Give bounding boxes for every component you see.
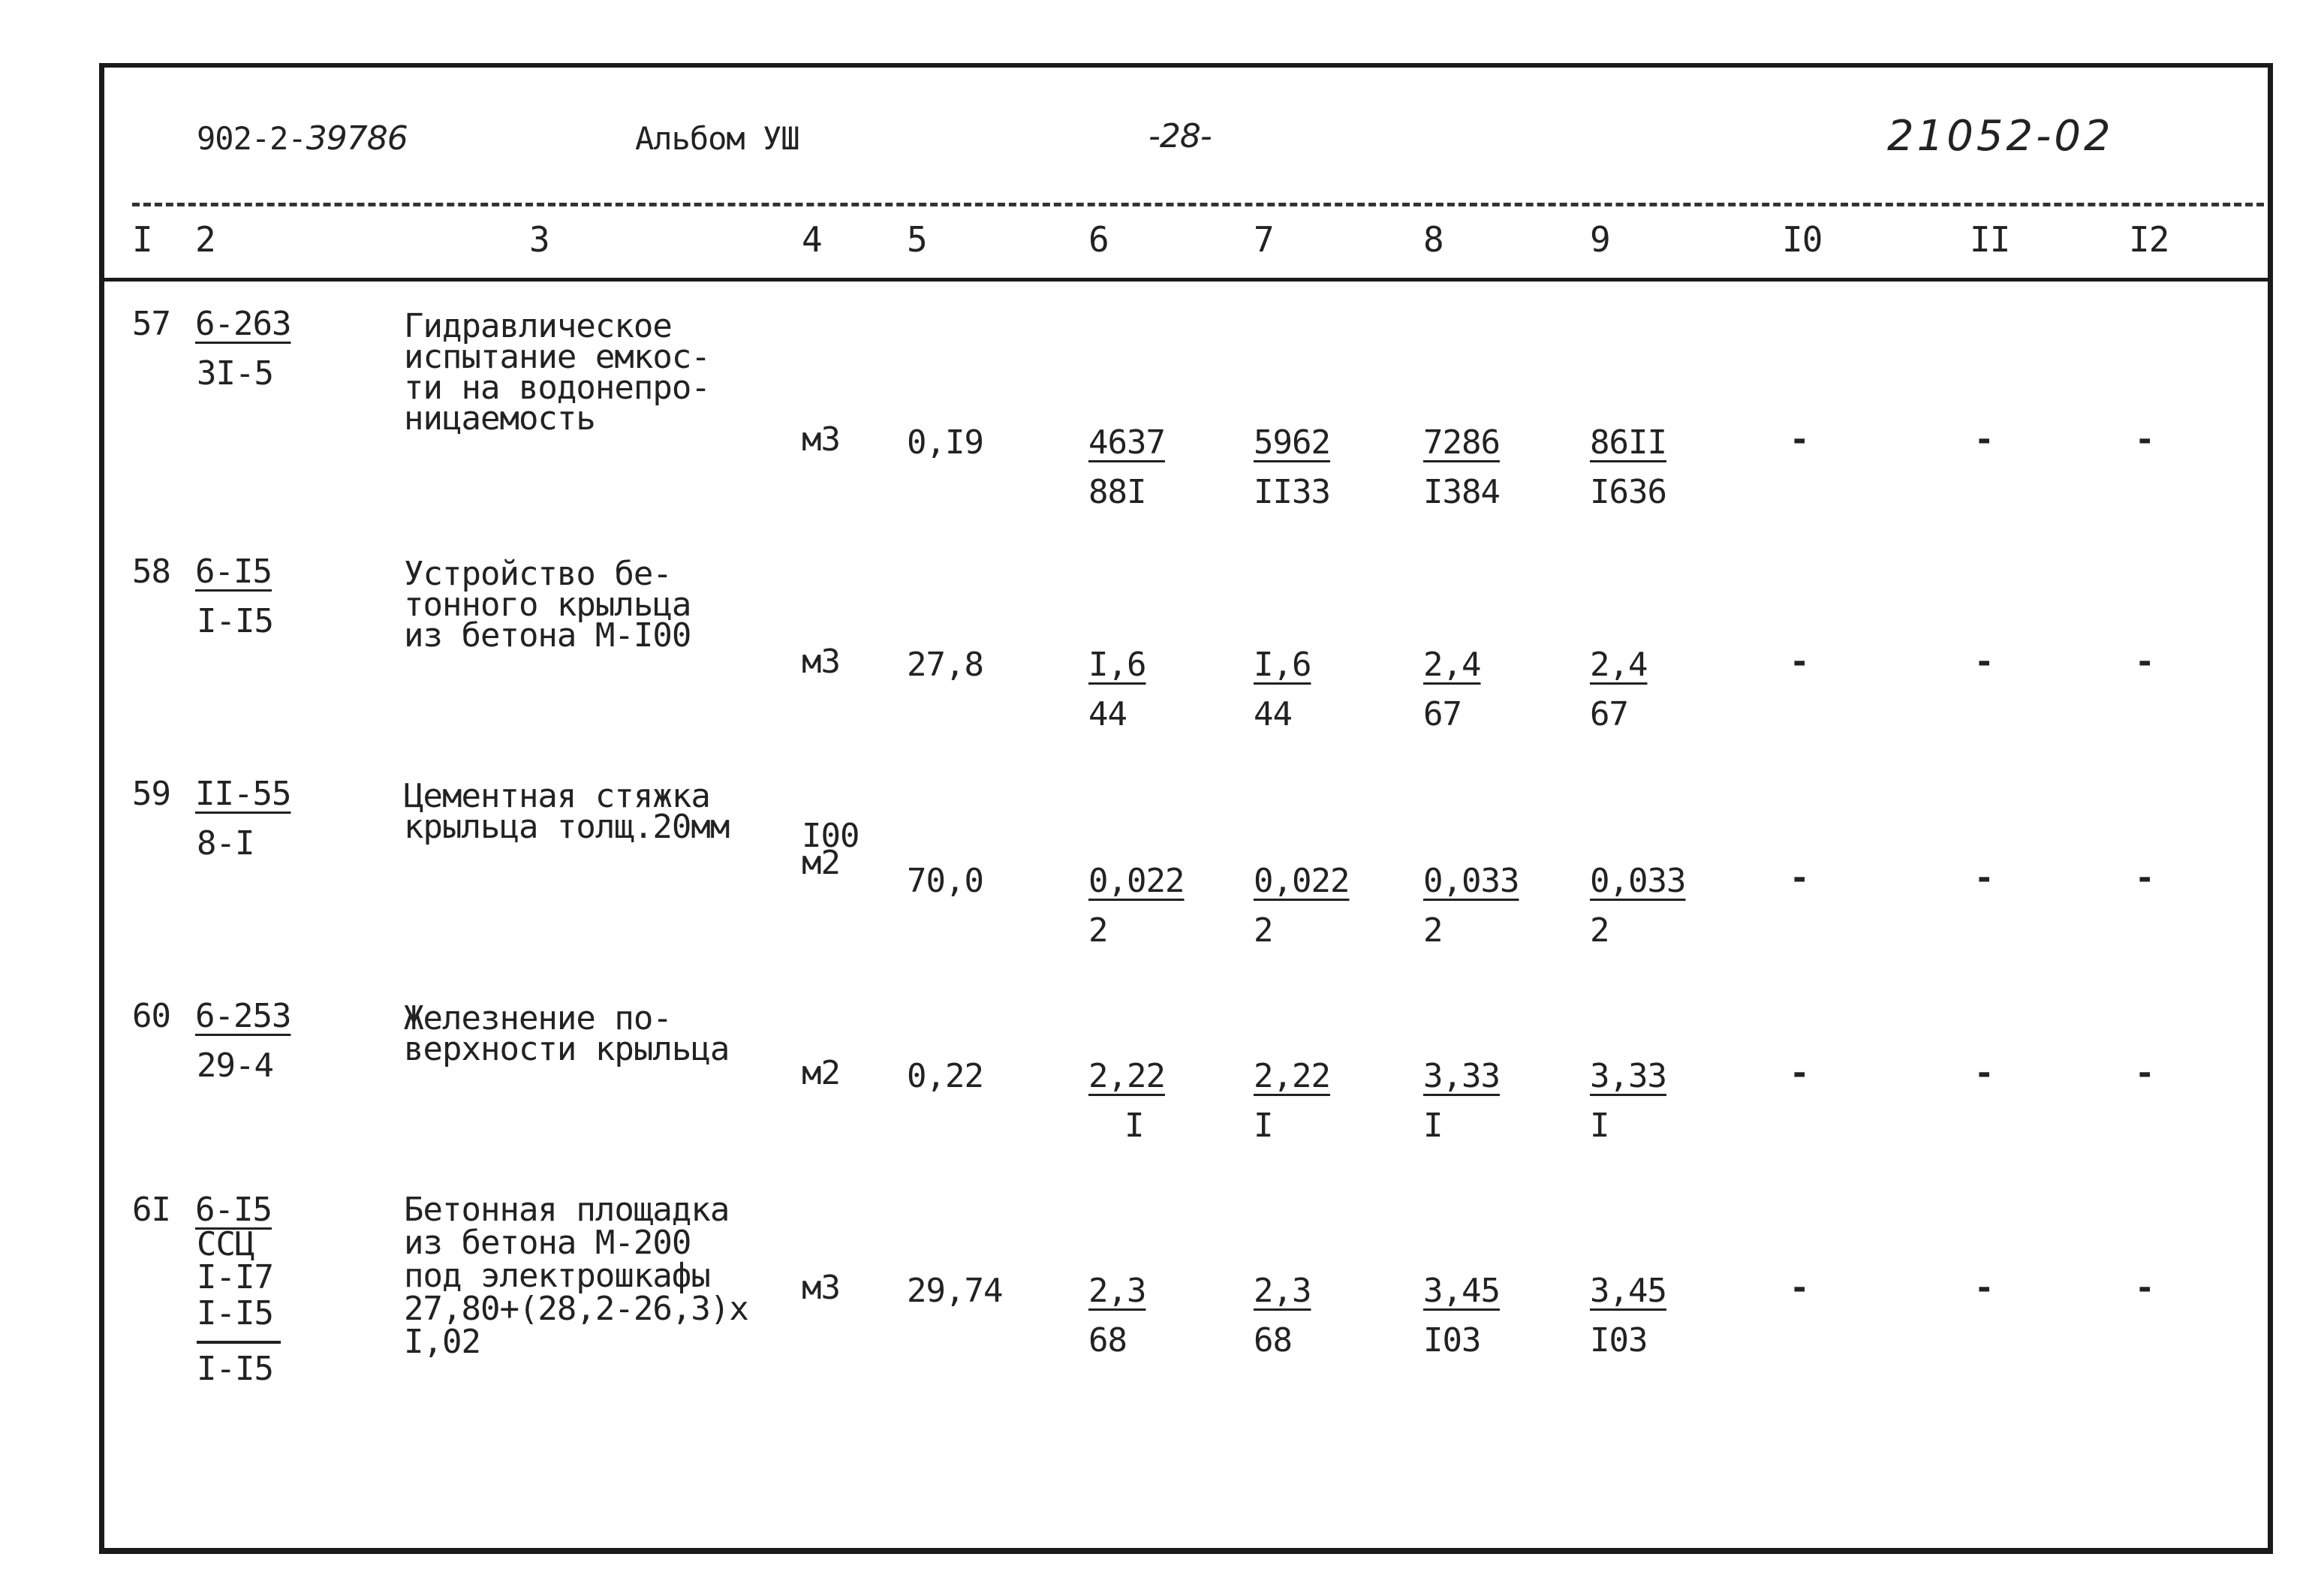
album-label: Альбом УШ <box>635 120 799 157</box>
row-code-line: ССЦ <box>197 1225 254 1263</box>
row-quantity: 70,0 <box>907 862 983 900</box>
page-number: -28- <box>1148 117 1212 155</box>
row-description: Железнение по- верхности крыльца <box>404 999 730 1068</box>
row-code-top: 6-263 <box>195 305 291 343</box>
row-value-8-bottom: I384 <box>1423 473 1500 511</box>
row-code-top: 6-I5 <box>195 553 272 591</box>
row-value-7-bottom: 68 <box>1254 1321 1292 1360</box>
column-header: 5 <box>907 219 927 260</box>
row-number: 59 <box>132 775 170 813</box>
row-value-8-top: 3,33 <box>1423 1057 1500 1095</box>
column-header: 7 <box>1254 219 1274 260</box>
column-header: 6 <box>1088 219 1109 260</box>
row-value-11: - <box>1974 859 1994 897</box>
row-value-7-top: 0,022 <box>1254 862 1350 900</box>
row-value-12: - <box>2135 1054 2154 1092</box>
row-value-6-top: 2,22 <box>1088 1057 1165 1095</box>
row-value-6-top: 0,022 <box>1088 862 1185 900</box>
doc-code: 902-2-39786 <box>197 119 408 158</box>
row-code-bottom: 3I-5 <box>197 354 273 393</box>
row-unit: м3 <box>802 643 840 681</box>
row-value-6-bottom: 44 <box>1088 695 1127 733</box>
row-unit: м3 <box>802 1269 840 1307</box>
column-header: 3 <box>529 219 549 260</box>
column-header-divider <box>104 278 2271 282</box>
column-header: 2 <box>195 219 215 260</box>
row-quantity: 0,I9 <box>907 423 983 462</box>
row-unit: I00 м2 <box>802 817 859 882</box>
row-value-12: - <box>2135 643 2154 681</box>
row-value-11: - <box>1974 1269 1994 1307</box>
row-value-7-top: 2,22 <box>1254 1057 1330 1095</box>
row-code-bottom: I-I5 <box>197 1350 273 1388</box>
code-fraction-bar <box>197 1341 281 1344</box>
row-unit: м3 <box>802 420 840 459</box>
row-value-6-bottom: 88I <box>1088 473 1146 511</box>
row-value-7-bottom: II33 <box>1254 473 1330 511</box>
row-value-8-top: 3,45 <box>1423 1272 1500 1310</box>
column-header: I2 <box>2129 219 2169 260</box>
row-unit: м2 <box>802 1054 840 1092</box>
row-value-10: - <box>1790 859 1809 897</box>
column-header: I <box>132 219 152 260</box>
row-value-7-bottom: I <box>1254 1107 1273 1145</box>
header-divider <box>132 203 2264 206</box>
row-value-12: - <box>2135 420 2154 459</box>
row-value-9-bottom: I03 <box>1590 1321 1648 1360</box>
row-code-top: 6-253 <box>195 997 291 1035</box>
column-header: 9 <box>1590 219 1610 260</box>
row-value-9-top: 2,4 <box>1590 646 1648 684</box>
column-header: II <box>1970 219 2010 260</box>
row-value-8-bottom: I03 <box>1423 1321 1481 1360</box>
row-code-top: II-55 <box>195 775 291 813</box>
row-code-bottom: I-I5 <box>197 602 273 640</box>
column-header: I0 <box>1782 219 1823 260</box>
row-value-7-bottom: 2 <box>1254 911 1273 950</box>
row-value-9-bottom: I <box>1590 1107 1609 1145</box>
row-value-6-top: I,6 <box>1088 646 1146 684</box>
row-description: Бетонная площадка из бетона М-200 под электрошкафы 27,80+(28,2-26,3)х I,02 <box>404 1191 748 1361</box>
row-value-9-top: 3,33 <box>1590 1057 1666 1095</box>
row-value-6-top: 2,3 <box>1088 1272 1146 1310</box>
row-value-9-bottom: 67 <box>1590 695 1628 733</box>
row-value-9-top: 0,033 <box>1590 862 1686 900</box>
row-value-11: - <box>1974 643 1994 681</box>
row-value-9-bottom: I636 <box>1590 473 1666 511</box>
row-description: Гидравлическое испытание емкос- ти на водонепро- ницаемость <box>404 307 710 438</box>
row-value-12: - <box>2135 859 2154 897</box>
column-header: 4 <box>802 219 822 260</box>
row-value-7-top: 2,3 <box>1254 1272 1311 1310</box>
row-value-8-bottom: 67 <box>1423 695 1462 733</box>
row-value-10: - <box>1790 1269 1809 1307</box>
row-value-8-bottom: I <box>1423 1107 1443 1145</box>
row-value-6-top: 4637 <box>1088 423 1165 462</box>
row-value-8-bottom: 2 <box>1423 911 1443 950</box>
row-value-6-bottom: 68 <box>1088 1321 1127 1360</box>
row-value-6-bottom: I <box>1124 1107 1144 1145</box>
row-value-11: - <box>1974 1054 1994 1092</box>
row-description: Цементная стяжка крыльца толщ.20мм <box>404 777 730 846</box>
row-number: 57 <box>132 305 170 343</box>
row-value-8-top: 7286 <box>1423 423 1500 462</box>
row-value-7-bottom: 44 <box>1254 695 1292 733</box>
row-code-line: I-I5 <box>197 1294 273 1333</box>
row-number: 58 <box>132 553 170 591</box>
doc-number: 21052-02 <box>1887 112 2114 161</box>
row-quantity: 0,22 <box>907 1057 983 1095</box>
row-value-7-top: 5962 <box>1254 423 1330 462</box>
row-value-9-top: 3,45 <box>1590 1272 1666 1310</box>
row-value-7-top: I,6 <box>1254 646 1311 684</box>
row-code-bottom: 8-I <box>197 824 254 863</box>
row-value-12: - <box>2135 1269 2154 1307</box>
row-description: Устройство бе- тонного крыльца из бетона М-I00 <box>404 555 691 655</box>
row-quantity: 29,74 <box>907 1272 1003 1310</box>
row-value-8-top: 2,4 <box>1423 646 1481 684</box>
row-value-10: - <box>1790 643 1809 681</box>
row-value-11: - <box>1974 420 1994 459</box>
row-value-10: - <box>1790 420 1809 459</box>
column-header: 8 <box>1423 219 1444 260</box>
row-number: 6I <box>132 1191 170 1229</box>
row-value-9-bottom: 2 <box>1590 911 1609 950</box>
row-value-9-top: 86II <box>1590 423 1666 462</box>
row-value-8-top: 0,033 <box>1423 862 1519 900</box>
row-code-bottom: 29-4 <box>197 1046 273 1085</box>
row-quantity: 27,8 <box>907 646 983 684</box>
row-value-6-bottom: 2 <box>1088 911 1108 950</box>
row-code-line: I-I7 <box>197 1258 273 1296</box>
row-code-top: 6-I5 <box>195 1191 272 1229</box>
row-value-10: - <box>1790 1054 1809 1092</box>
row-number: 60 <box>132 997 170 1035</box>
